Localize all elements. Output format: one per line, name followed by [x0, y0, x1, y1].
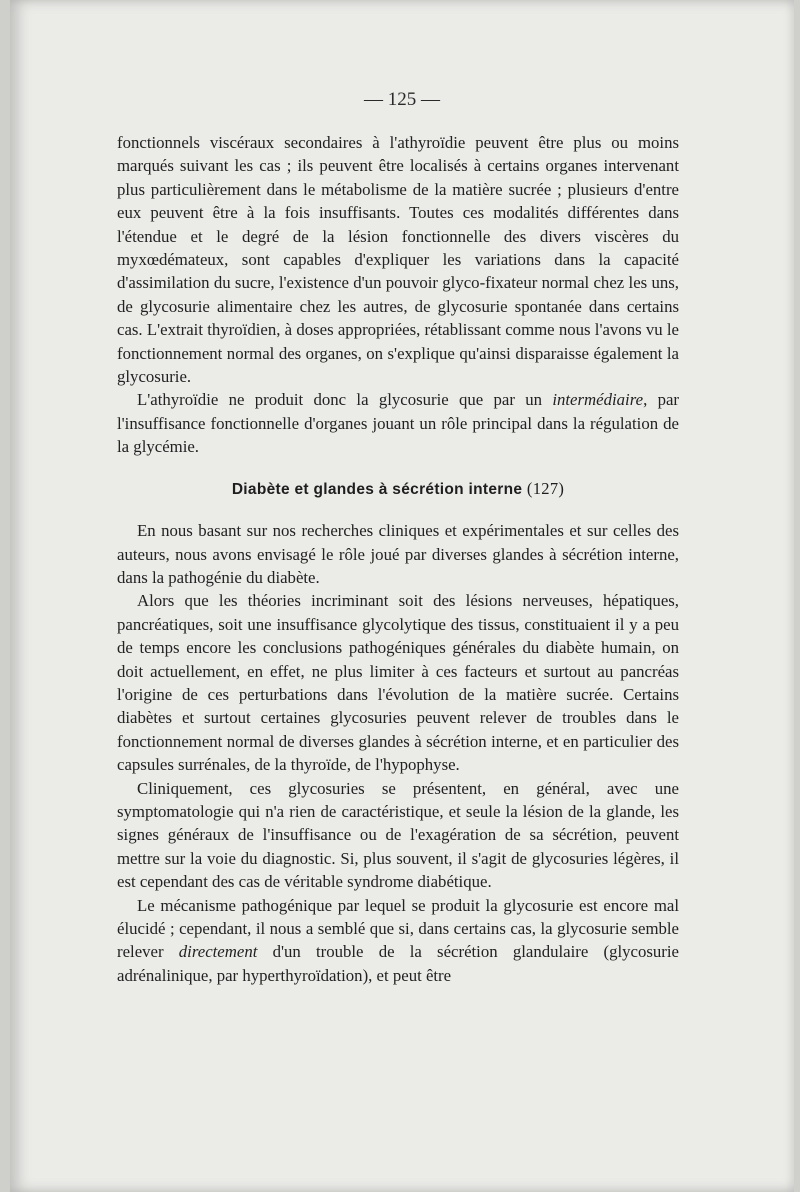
paragraph-text: d'un trouble de la sécrétion glandulaire (glycosurie adrénalinique, par hyperthyroïdation), et peut être	[117, 942, 679, 985]
section-reference: (127)	[526, 478, 565, 498]
section-heading	[117, 477, 679, 501]
paragraph-recherches: En nous basant sur nos recherches cliniques et expérimentales et sur celles des auteurs, nous avons envisagé le rôle joué par diverses glandes à sécrétion interne, dans la pathogénie du diabète.	[117, 521, 679, 587]
paragraph-text: , par l'insuffisance fonctionnelle d'organes jouant un rôle principal dans la régulation de la glycémie.	[117, 390, 679, 457]
paragraph-athyroidie	[117, 388, 679, 458]
paragraph-continuation: fonctionnels viscéraux secondaires à l'athyroïdie peuvent être plus ou moins marqués suivant les cas ; ils peuvent être localisés à certains organes intervenant plus particulièrement dans le métabolisme de la matière sucrée ; plusieurs d'entre eux peuvent être à la fois insuffisants. Toutes ces modalités différentes dans l'étendue et le degré de la lésion fonctionnelle des divers viscères du myxœdémateux, sont capables d'expliquer les variations dans la capacité d'assimilation du sucre, l'existence d'un pouvoir glyco-fixateur normal chez les uns, de glycosurie alimentaire chez les autres, de glycosurie spontanée dans certains cas. L'extrait thyroïdien, à doses appropriées, rétablissant comme nous l'avons vu le fonctionnement normal des organes, on s'explique qu'ainsi disparaisse également la glycosurie.	[117, 133, 679, 387]
section-title: Diabète et glandes à sécrétion interne	[231, 480, 523, 498]
paragraph-text: L'athyroïdie ne produit donc la glycosurie que par un	[137, 390, 553, 410]
italic-term: directement	[178, 942, 258, 962]
paragraph-cliniquement: Cliniquement, ces glycosuries se présentent, en général, avec une symptomatologie qui n'a rien de caractéristique, et seule la lésion de la glande, les signes généraux de l'insuffisance ou de l'exagération de sa sécrétion, peuvent mettre sur la voie du diagnostic. Si, plus souvent, il s'agit de glycosuries légères, il est cependant des cas de véritable syndrome diabétique.	[117, 778, 679, 892]
paragraph-text: Le mécanisme pathogénique par lequel se produit la glycosurie est encore mal élucidé ; cependant, il nous a semblé que si, dans certains cas, la glycosurie semble relever	[117, 895, 679, 962]
book-page	[10, 0, 794, 1192]
page-body	[117, 131, 679, 987]
italic-term: intermédiaire	[552, 390, 644, 410]
paragraph-mecanisme	[117, 894, 679, 988]
page-number: — 125 —	[364, 89, 440, 110]
paragraph-theories: Alors que les théories incriminant soit des lésions nerveuses, hépatiques, pancréatiques, soit une insuffisance glycolytique des tissus, constituaient il y a peu de temps encore les conclusions pathogéniques générales du diabète humain, on doit actuellement, en effet, ne plus limiter à ces facteurs et surtout au pancréas l'origine de ces perturbations dans l'évolution de la matière sucrée. Certains diabètes et surtout certaines glycosuries peuvent relever de troubles dans le fonctionnement normal de diverses glandes à sécrétion interne, et en particulier des capsules surrénales, de la thyroïde, de l'hypophyse.	[117, 591, 679, 775]
